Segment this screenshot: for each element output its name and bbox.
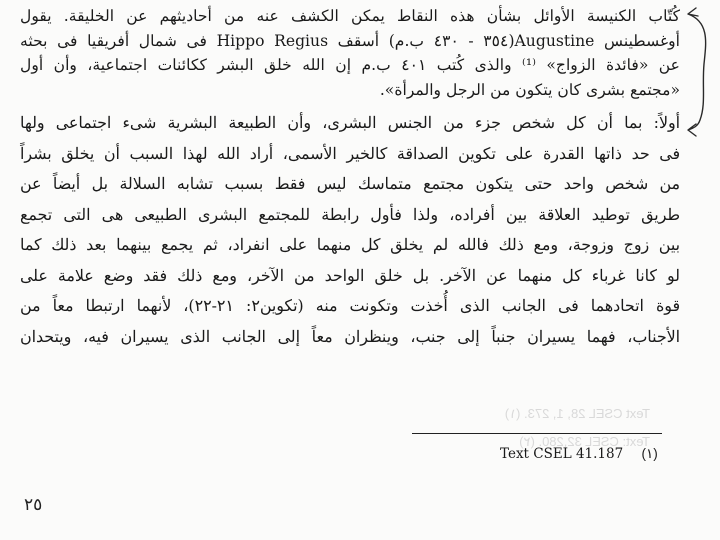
footnote-number: (١) — [641, 446, 658, 461]
text-line: أوغسطينس Augustine(٣٥٤ - ٤٣٠ ب.م) أسقف Hippo Regius فى شمال أفريقيا فى بحثه — [20, 31, 680, 50]
footnote-text: Text CSEL 41.187 — [500, 446, 624, 462]
text-line: قوة اتحادهما فى الجانب الذى أُخذت وتكونت منه (تكوين٢: ٢١-٢٢)، لأنهما ارتبطا معاً من — [20, 296, 680, 315]
margin-bracket-annotation — [676, 4, 710, 140]
text-line: بين زوج وزوجة، ومع ذلك فالله لم يخلق كل منهما على انفراد، ثم يجمع بينهما بعد ذلك كما — [20, 235, 680, 254]
text-line: أولاً: بما أن كل شخص جزء من الجنس البشرى، وأن الطبيعة البشرية شىء اجتماعى ولها — [20, 113, 680, 132]
text-line: كُتّاب الكنيسة الأوائل بشأن هذه النقاط يمكن الكشف عنه من أحاديثهم عن الخليقة. يقول — [20, 7, 680, 25]
bleed-through-line: Text CSEL 28, 1, 273. (١) — [504, 406, 650, 421]
paragraph-2 — [20, 108, 680, 352]
text-line: فى حد ذاتها القدرة على تكوين الصداقة كالخير الأسمى، أراد الله لهذا السبب أن يخلق بشراً — [20, 143, 680, 163]
text-line: لو كانا غرباء كل منهما عن الآخر. بل خلق الواحد من الآخر، ومع ذلك فقد وضع علامة على — [20, 265, 680, 285]
text-line: عن «فائدة الزواج» ⁽¹⁾ والذى كُتب ٤٠١ ب.م إن الله خلق البشر ككائنات اجتماعية، وأن أول — [20, 56, 680, 74]
paragraph-1 — [20, 4, 680, 102]
footnote — [500, 446, 658, 462]
main-text — [20, 4, 680, 352]
text-line: طريق توطيد العلاقة بين أفراده، ولذا فأول رابطة للمجتمع البشرى الطبيعى هى التى تجمع — [20, 204, 680, 224]
text-line: الأجناب، فهما يسيران جنباً إلى جنب، وينظران معاً إلى الجانب الذى يسيران فيه، ويتحدان — [20, 326, 680, 346]
text-line: من شخص واحد حتى يتكون مجتمع متماسك ليس فقط بسبب تشابه السلالة بل أيضاً عن — [20, 174, 680, 193]
footnote-divider — [412, 433, 662, 434]
bleed-through-line: Text: CSEL 32,280. (٢) — [519, 434, 650, 449]
page-number: ٢٥ — [24, 495, 43, 515]
text-line: «مجتمع بشرى كان يتكون من الرجل والمرأة». — [379, 80, 680, 99]
